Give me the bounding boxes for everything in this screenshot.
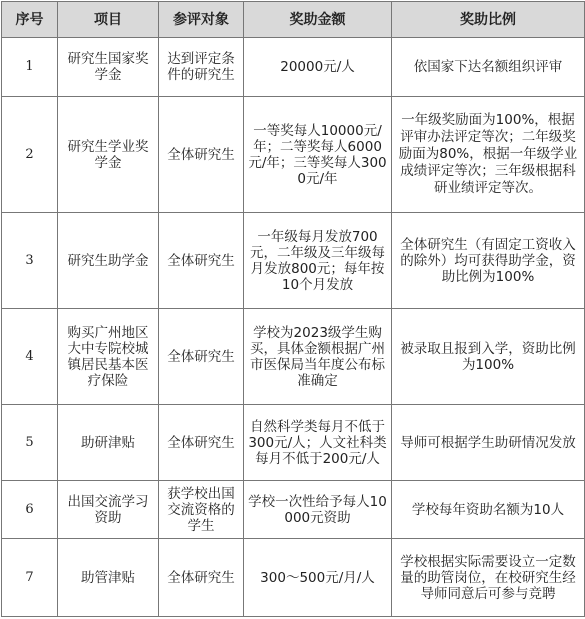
cell-ratio: 学校每年资助名额为10人 xyxy=(392,481,585,539)
table-row xyxy=(2,38,585,97)
cell-ratio: 导师可根据学生助研情况发放 xyxy=(392,405,585,481)
cell-ratio: 被录取且报到入学，资助比例为100% xyxy=(392,309,585,405)
table-row xyxy=(2,405,585,481)
header-amount: 奖助金额 xyxy=(244,2,392,38)
cell-target: 全体研究生 xyxy=(159,405,244,481)
scholarship-table xyxy=(1,1,585,617)
cell-ratio: 一年级奖励面为100%，根据评审办法评定等次；二年级奖励面为80%，根据一年级学业成绩评定等次；三年级根据科研业绩评定等次。 xyxy=(392,97,585,213)
cell-item: 研究生国家奖学金 xyxy=(58,38,159,97)
cell-ratio: 依国家下达名额组织评审 xyxy=(392,38,585,97)
cell-ratio: 学校根据实际需要设立一定数量的助管岗位，在校研究生经导师同意后可参与竞聘 xyxy=(392,539,585,617)
cell-item: 购买广州地区大中专院校城镇居民基本医疗保险 xyxy=(58,309,159,405)
cell-item: 出国交流学习资助 xyxy=(58,481,159,539)
cell-target: 全体研究生 xyxy=(159,97,244,213)
cell-target: 达到评定条件的研究生 xyxy=(159,38,244,97)
cell-target: 全体研究生 xyxy=(159,309,244,405)
table-row xyxy=(2,539,585,617)
cell-item: 研究生助学金 xyxy=(58,213,159,309)
cell-no: 7 xyxy=(2,539,58,617)
cell-no: 5 xyxy=(2,405,58,481)
header-row xyxy=(2,2,585,38)
cell-item: 助研津贴 xyxy=(58,405,159,481)
cell-amount: 学校为2023级学生购买，具体金额根据广州市医保局当年度公布标准确定 xyxy=(244,309,392,405)
cell-item: 研究生学业奖学金 xyxy=(58,97,159,213)
cell-amount: 20000元/人 xyxy=(244,38,392,97)
table-row xyxy=(2,309,585,405)
cell-no: 3 xyxy=(2,213,58,309)
table-row xyxy=(2,97,585,213)
cell-ratio: 全体研究生（有固定工资收入的除外）均可获得助学金，资助比例为100% xyxy=(392,213,585,309)
header-item: 项目 xyxy=(58,2,159,38)
cell-amount: 300～500元/月/人 xyxy=(244,539,392,617)
table-row xyxy=(2,481,585,539)
cell-amount: 学校一次性给予每人10000元资助 xyxy=(244,481,392,539)
cell-target: 全体研究生 xyxy=(159,213,244,309)
header-ratio: 奖助比例 xyxy=(392,2,585,38)
cell-amount: 一年级每月发放700元，二年级及三年级每月发放800元；每年按10个月发放 xyxy=(244,213,392,309)
table-row xyxy=(2,213,585,309)
cell-target: 获学校出国交流资格的学生 xyxy=(159,481,244,539)
cell-no: 1 xyxy=(2,38,58,97)
cell-no: 4 xyxy=(2,309,58,405)
cell-no: 2 xyxy=(2,97,58,213)
cell-item: 助管津贴 xyxy=(58,539,159,617)
header-no: 序号 xyxy=(2,2,58,38)
cell-amount: 一等奖每人10000元/年；二等奖每人6000元/年；三等奖每人3000元/年 xyxy=(244,97,392,213)
cell-no: 6 xyxy=(2,481,58,539)
cell-target: 全体研究生 xyxy=(159,539,244,617)
header-target: 参评对象 xyxy=(159,2,244,38)
cell-amount: 自然科学类每月不低于300元/人；人文社科类每月不低于200元/人 xyxy=(244,405,392,481)
